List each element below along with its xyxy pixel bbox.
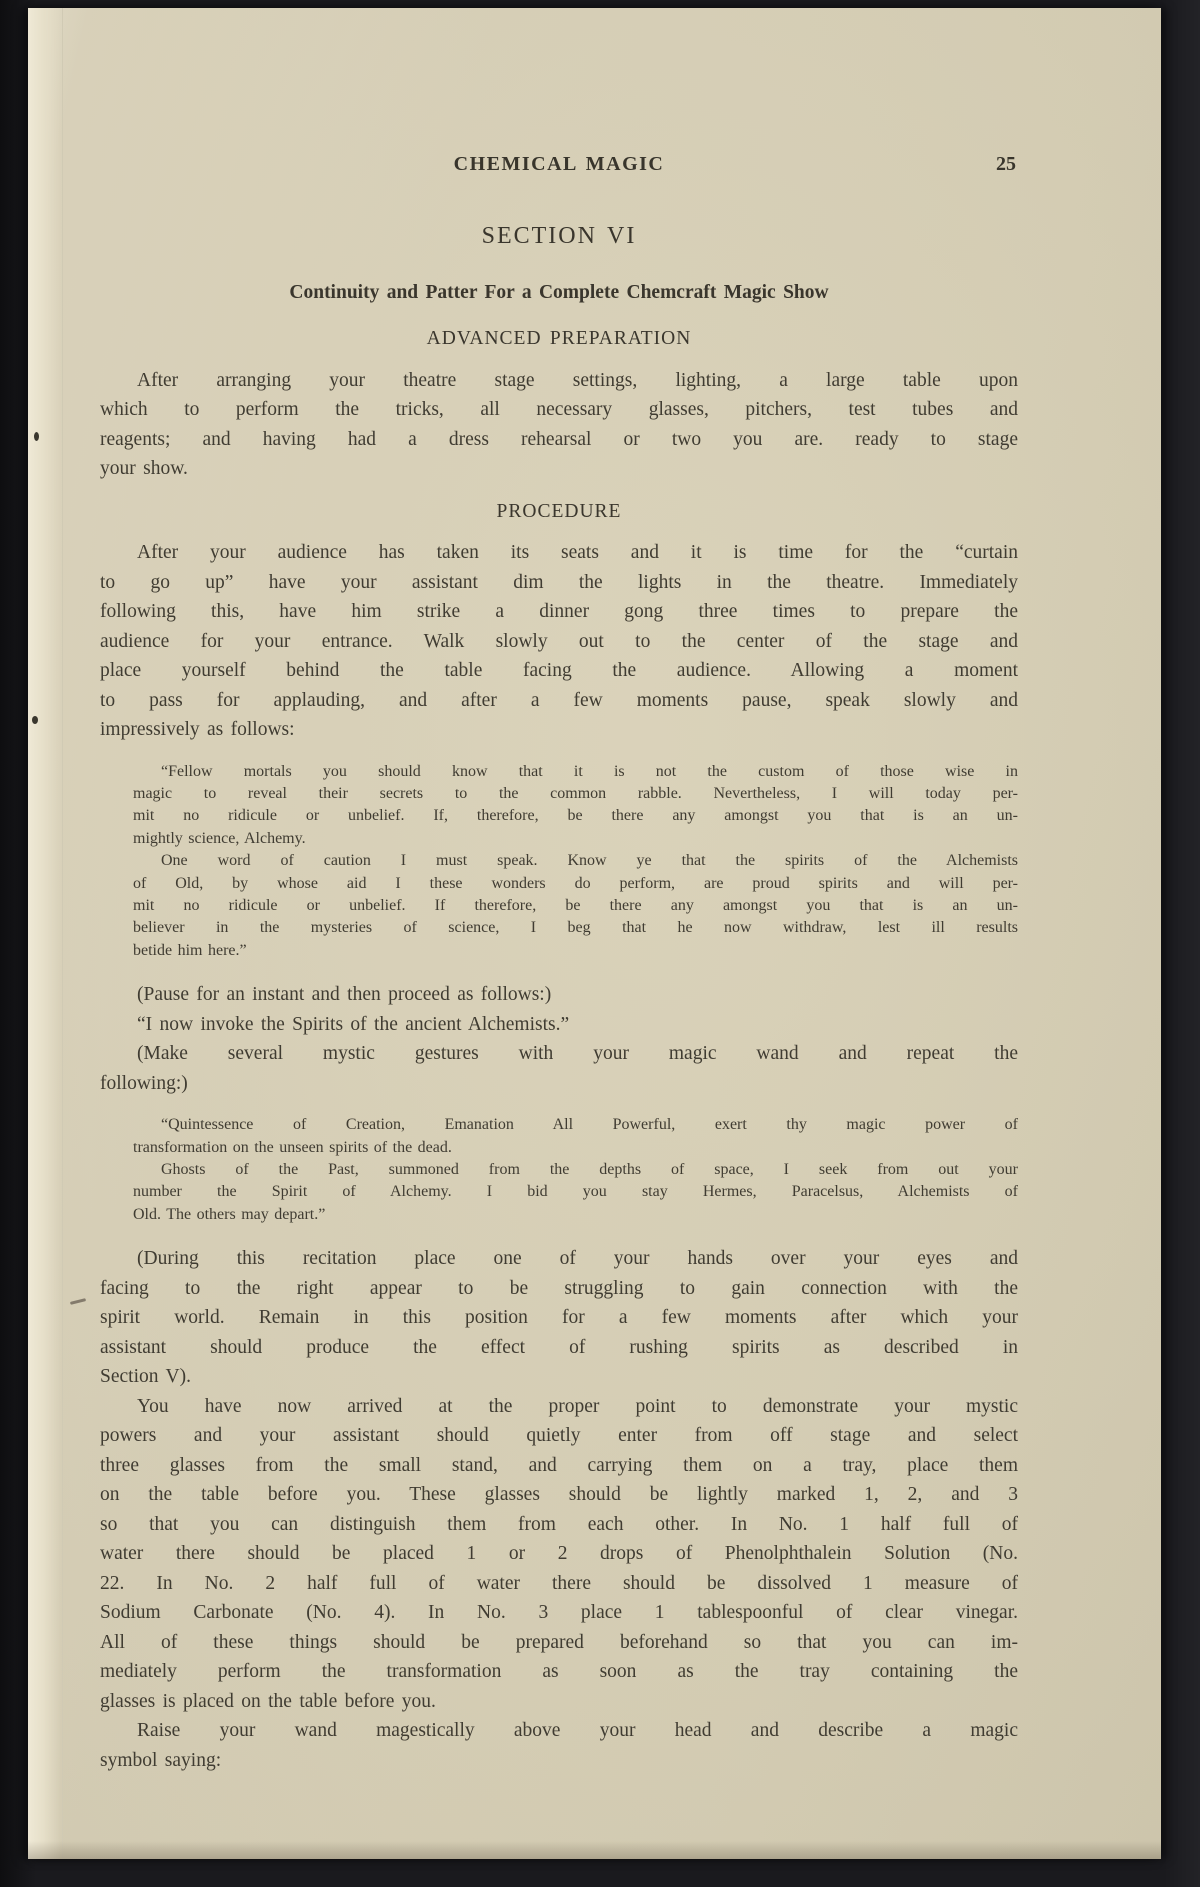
text-line: powers and your assistant should quietly enter from off stage and select bbox=[100, 1425, 1018, 1447]
text-line: After arranging your theatre stage settings, lighting, a large table upon bbox=[137, 369, 1018, 391]
quote-block bbox=[100, 1114, 1018, 1226]
text-line: spirit world. Remain in this position for a few moments after which your bbox=[100, 1307, 1018, 1329]
paragraph-block bbox=[100, 980, 1018, 1098]
text-line: assistant should produce the effect of rushing spirits as described in bbox=[100, 1336, 1018, 1358]
text-line: three glasses from the small stand, and carrying them on a tray, place them bbox=[100, 1454, 1018, 1476]
text-line: on the table before you. These glasses should be lightly marked 1, 2, and 3 bbox=[100, 1484, 1018, 1506]
text-line: so that you can distinguish them from each other. In No. 1 half full of bbox=[100, 1513, 1018, 1535]
subtitle-block: Continuity and Patter For a Complete Chemcraft Magic Show bbox=[289, 281, 829, 303]
text-line: to go up” have your assistant dim the lights in the theatre. Immediately bbox=[100, 571, 1018, 593]
text-line: glasses is placed on the table before you. bbox=[100, 1690, 436, 1712]
paragraph-block bbox=[100, 538, 1018, 745]
page-number: 25 bbox=[996, 153, 1016, 175]
text-line: mediately perform the transformation as soon as the tray containing the bbox=[100, 1661, 1018, 1683]
text-line: All of these things should be prepared beforehand so that you can im- bbox=[100, 1631, 1018, 1653]
book-title-header: CHEMICAL MAGIC bbox=[453, 153, 665, 175]
text-line: “Quintessence of Creation, Emanation All Powerful, exert thy magic power of bbox=[161, 1116, 1018, 1134]
paper-speck bbox=[34, 432, 39, 441]
text-line: mit no ridicule or unbelief. If therefore, be there any amongst you that is an un- bbox=[133, 896, 1018, 914]
text-line: One word of caution I must speak. Know ye that the spirits of the Alchemists bbox=[161, 852, 1018, 870]
text-line: Ghosts of the Past, summoned from the depths of space, I seek from out your bbox=[161, 1160, 1018, 1178]
quote-block bbox=[100, 761, 1018, 963]
text-line: audience for your entrance. Walk slowly out to the center of the stage and bbox=[100, 630, 1018, 652]
text-line: your show. bbox=[100, 458, 188, 479]
paper-speck bbox=[32, 716, 38, 724]
running-header bbox=[100, 150, 1018, 176]
text-line: Section V). bbox=[100, 1366, 191, 1388]
text-line: Raise your wand magestically above your head and describe a magic bbox=[137, 1720, 1018, 1742]
text-line: mit no ridicule or unbelief. If, therefore, be there any amongst you that is an un- bbox=[133, 807, 1018, 825]
text-line: impressively as follows: bbox=[100, 719, 295, 740]
paragraph-block bbox=[100, 366, 1018, 484]
text-line: After your audience has taken its seats and it is time for the “curtain bbox=[137, 542, 1018, 563]
text-line: believer in the mysteries of science, I beg that he now withdraw, lest ill results bbox=[133, 919, 1018, 937]
text-line: reagents; and having had a dress rehearsal or two you are. ready to stage bbox=[100, 428, 1018, 450]
text-line: “I now invoke the Spirits of the ancient Alchemists.” bbox=[137, 1013, 570, 1035]
text-line: Old. The others may depart.” bbox=[133, 1205, 326, 1223]
heading-block: PROCEDURE bbox=[496, 500, 622, 522]
text-line: which to perform the tricks, all necessary glasses, pitchers, test tubes and bbox=[100, 399, 1018, 420]
text-line: following:) bbox=[100, 1072, 188, 1094]
text-line: to pass for applauding, and after a few moments pause, speak slowly and bbox=[100, 689, 1018, 711]
text-line: following this, have him strike a dinner gong three times to prepare the bbox=[100, 601, 1018, 622]
text-line: place yourself behind the table facing the audience. Allowing a moment bbox=[100, 660, 1018, 681]
text-line: of Old, by whose aid I these wonders do perform, are proud spirits and will per- bbox=[133, 874, 1018, 892]
text-line: (Pause for an instant and then proceed as follows:) bbox=[137, 984, 552, 1006]
page-content bbox=[100, 150, 1018, 1785]
book-page bbox=[28, 8, 1161, 1859]
pencil-mark bbox=[70, 1298, 86, 1305]
page-bottom-shadow bbox=[28, 1841, 1161, 1859]
text-line: (During this recitation place one of your hands over your eyes and bbox=[137, 1248, 1018, 1270]
heading-block: ADVANCED PREPARATION bbox=[426, 328, 692, 349]
paragraph-block bbox=[100, 1244, 1018, 1775]
text-blocks bbox=[100, 222, 1018, 1775]
text-line: 22. In No. 2 half full of water there should be dissolved 1 measure of bbox=[100, 1572, 1018, 1594]
text-line: Sodium Carbonate (No. 4). In No. 3 place 1 tablespoonful of clear vinegar. bbox=[100, 1602, 1018, 1624]
text-line: transformation on the unseen spirits of the dead. bbox=[133, 1138, 452, 1156]
text-line: facing to the right appear to be struggling to gain connection with the bbox=[100, 1277, 1018, 1299]
section-title-block: SECTION VI bbox=[481, 223, 637, 249]
text-line: “Fellow mortals you should know that it is not the custom of those wise in bbox=[161, 762, 1018, 780]
page-fold-edge bbox=[28, 8, 63, 1859]
text-line: mightly science, Alchemy. bbox=[133, 829, 306, 847]
text-line: symbol saying: bbox=[100, 1749, 222, 1771]
text-line: magic to reveal their secrets to the common rabble. Nevertheless, I will today per- bbox=[133, 784, 1018, 802]
text-line: You have now arrived at the proper point to demonstrate your mystic bbox=[137, 1395, 1018, 1417]
text-line: number the Spirit of Alchemy. I bid you stay Hermes, Paracelsus, Alchemists of bbox=[133, 1183, 1018, 1201]
text-line: (Make several mystic gestures with your magic wand and repeat the bbox=[137, 1043, 1018, 1065]
text-line: water there should be placed 1 or 2 drops of Phenolphthalein Solution (No. bbox=[100, 1543, 1018, 1565]
text-line: betide him here.” bbox=[133, 941, 247, 959]
